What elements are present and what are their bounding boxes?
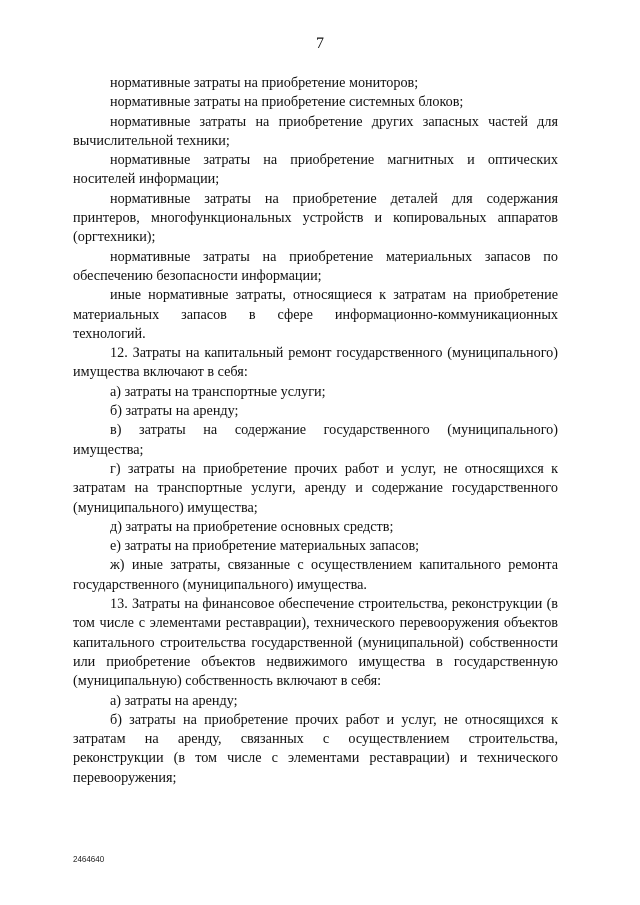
list-item-12e: е) затраты на приобретение материальных запасов; [110,538,420,555]
list-item-13a: а) затраты на аренду; [110,692,238,709]
list-item-12d: д) затраты на приобретение основных средств; [110,518,394,535]
list-item-13b: б) затраты на приобретение прочих работ и услуг, не относящихся к затратам на аренду, связанных с осуществлением строительства, реконструкции (в том числе с элементами реставрации) и технического перевооружения; [73,711,558,786]
paragraph-spare-parts: нормативные затраты на приобретение других запасных частей для вычислительной техники; [73,113,558,149]
paragraph-system-units: нормативные затраты на приобретение системных блоков; [110,94,464,111]
list-item-12a: а) затраты на транспортные услуги; [110,383,326,400]
page-number: 7 [316,35,324,52]
list-item-12g: г) затраты на приобретение прочих работ и услуг, не относящихся к затратам на транспортные услуги, аренду и содержание государственного (муниципального) имущества; [73,460,558,516]
paragraph-office-equipment-parts: нормативные затраты на приобретение деталей для содержания принтеров, многофункциональных устройств и копировальных аппаратов (оргтехники); [73,190,558,246]
list-item-12zh: ж) иные затраты, связанные с осуществлением капитального ремонта государственного (муниципального) имущества. [73,557,558,593]
document-code: 2464640 [73,855,105,864]
list-item-12b: б) затраты на аренду; [110,403,239,420]
paragraph-monitors: нормативные затраты на приобретение мониторов; [110,75,419,91]
paragraph-section-12: 12. Затраты на капитальный ремонт государственного (муниципального) имущества включают в себя: [73,345,558,381]
paragraph-section-13: 13. Затраты на финансовое обеспечение строительства, реконструкции (в том числе с элементами реставрации), технического перевооружения объектов капитального строительства государственной (муниципальной) собственности или приобретение объектов недвижимого имущества в государственную (муниципальную) собственность включают в себя: [73,596,558,690]
document-body [73,74,558,788]
paragraph-media: нормативные затраты на приобретение магнитных и оптических носителей информации; [73,152,558,188]
paragraph-security-supplies: нормативные затраты на приобретение материальных запасов по обеспечению безопасности информации; [73,248,558,284]
list-item-12v: в) затраты на содержание государственного (муниципального) имущества; [73,422,558,458]
paragraph-other-ict-supplies: иные нормативные затраты, относящиеся к затратам на приобретение материальных запасов в сфере информационно-коммуникационных технологий. [73,287,558,342]
